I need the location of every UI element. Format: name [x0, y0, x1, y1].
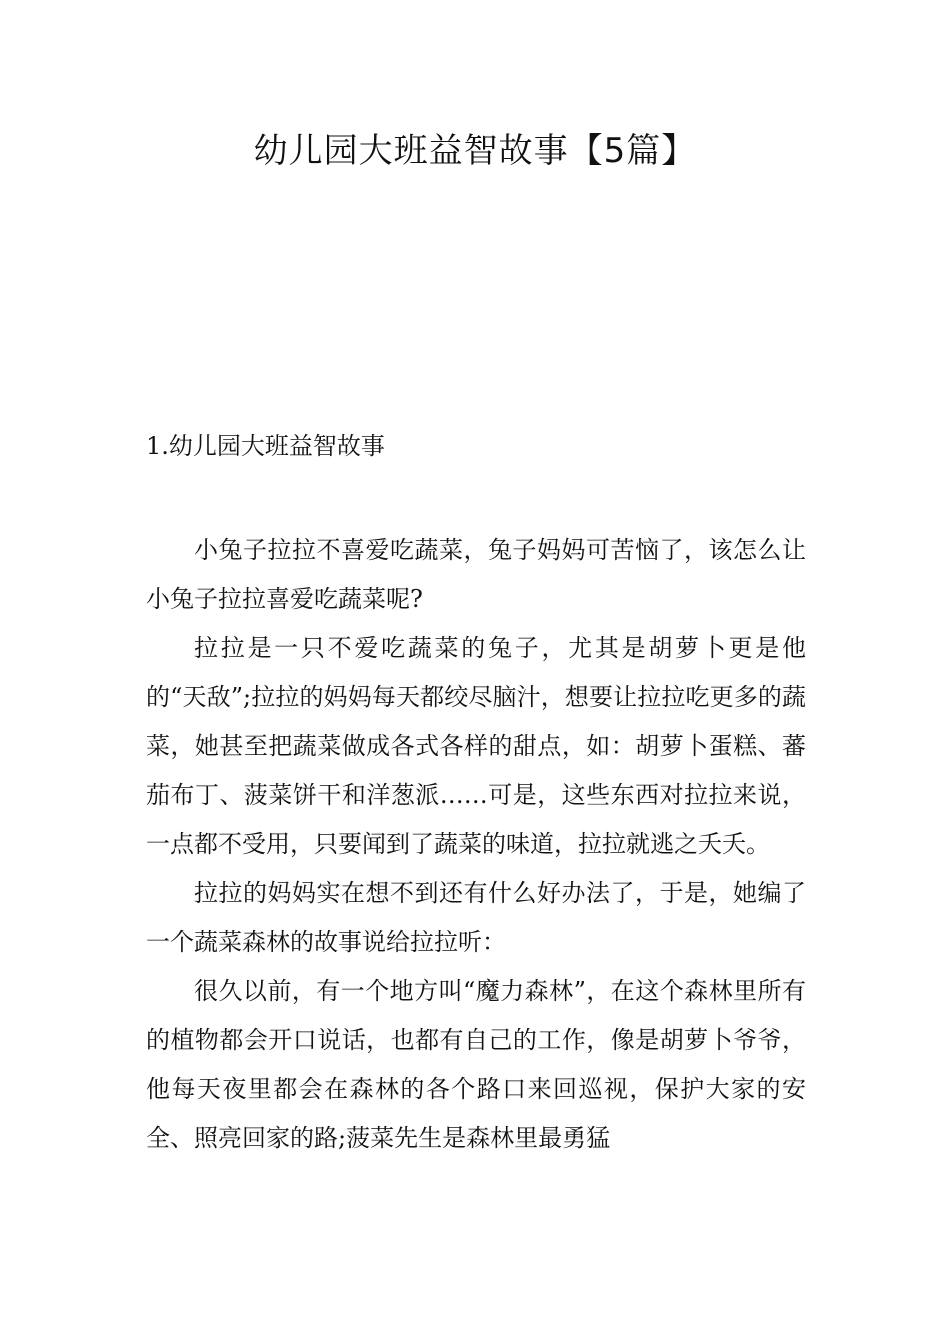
- paragraph: 拉拉是一只不爱吃蔬菜的兔子，尤其是胡萝卜更是他的“天敌”;拉拉的妈妈每天都绞尽脑汁，想要让拉拉吃更多的蔬菜，她甚至把蔬菜做成各式各样的甜点，如：胡萝卜蛋糕、蕃茄布丁、菠菜饼干和洋葱派……可是，这些东西对拉拉来说，一点都不受用，只要闻到了蔬菜的味道，拉拉就逃之夭夭。: [146, 634, 806, 858]
- story-body: [146, 526, 806, 1163]
- section-heading: 1.幼儿园大班益智故事: [146, 432, 385, 460]
- paragraph: 很久以前，有一个地方叫“魔力森林”，在这个森林里所有的植物都会开口说话，也都有自己的工作，像是胡萝卜爷爷，他每天夜里都会在森林的各个路口来回巡视，保护大家的安全、照亮回家的路;菠菜先生是森林里最勇猛: [146, 977, 806, 1152]
- paragraph: 拉拉的妈妈实在想不到还有什么好办法了，于是，她编了一个蔬菜森林的故事说给拉拉听：: [146, 879, 806, 956]
- paragraph: 小兔子拉拉不喜爱吃蔬菜，兔子妈妈可苦恼了，该怎么让小兔子拉拉喜爱吃蔬菜呢?: [146, 536, 806, 613]
- document-title: 幼儿园大班益智故事【5篇】: [253, 131, 697, 171]
